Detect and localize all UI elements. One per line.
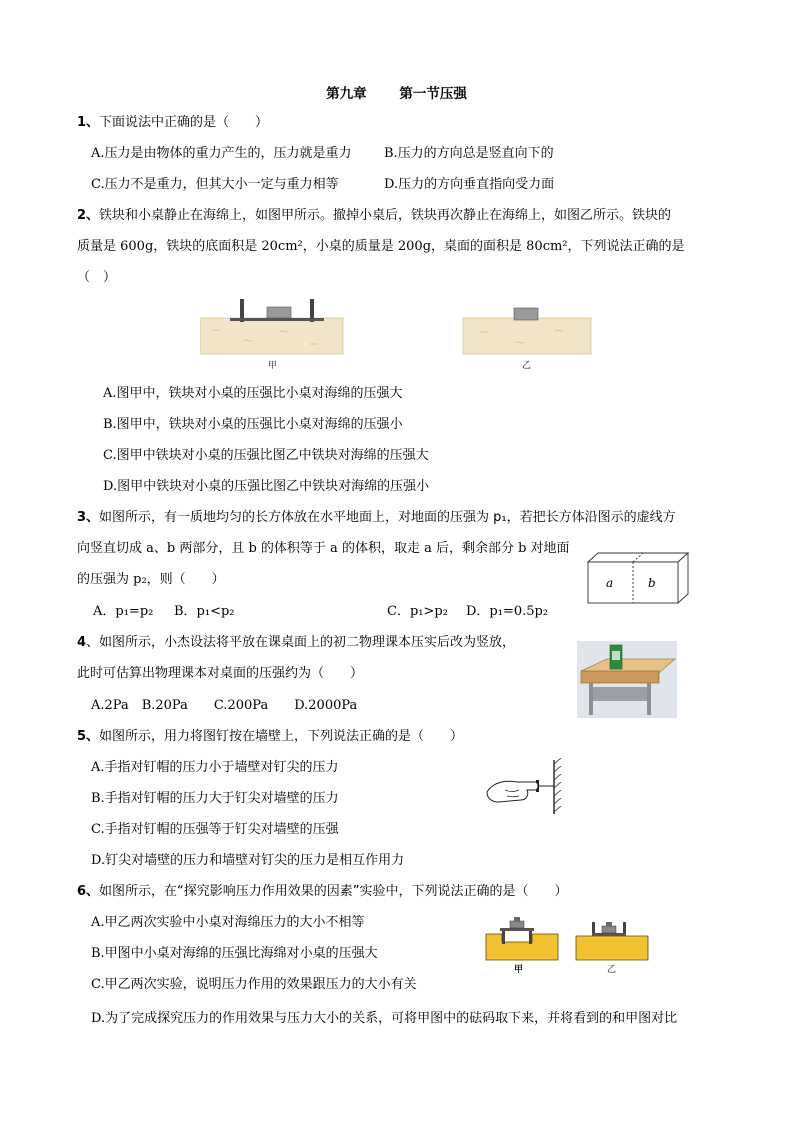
question-4-text-1: 、如图所示，小杰设法将平放在课桌面上的初二物理课本压实后改为竖放， xyxy=(86,635,516,650)
question-2-line-3: （ ） xyxy=(77,270,117,285)
question-3-line-2: 向竖直切成 a、b 两部分，且 b 的体积等于 a 的体积，取走 a 后，剩余部分 b 对地面 xyxy=(77,541,570,556)
question-1-option-b: B.压力的方向总是竖直向下的 xyxy=(384,146,554,161)
page-title xyxy=(0,82,793,102)
question-3-figure xyxy=(584,550,692,606)
question-6-number: 6、 xyxy=(77,884,100,899)
question-5-text: 如图所示，用力将图钉按在墙壁上，下列说法正确的是（ ） xyxy=(99,729,464,744)
question-3-line-1 xyxy=(77,509,676,527)
question-6-option-b: B.甲图中小桌对海绵的压强比海绵对小桌的压强大 xyxy=(91,946,378,961)
question-2-option-c: C.图甲中铁块对小桌的压强比图乙中铁块对海绵的压强大 xyxy=(103,448,429,463)
question-5-option-c: C.手指对钉帽的压强等于钉尖对墙壁的压强 xyxy=(91,822,339,837)
section-title: 第一节压强 xyxy=(399,86,467,102)
question-1-number: 1、 xyxy=(77,115,100,130)
question-5-number: 5、 xyxy=(77,729,100,744)
question-3-option-b: B．p₁<p₂ xyxy=(174,604,235,619)
question-3-option-c: C．p₁>p₂ xyxy=(387,604,448,619)
question-1-option-d: D.压力的方向垂直指向受力面 xyxy=(384,177,555,192)
question-2-text-1: 铁块和小桌静止在海绵上，如图甲所示。撤掉小桌后，铁块再次静止在海绵上，如图乙所示。铁块的 xyxy=(99,208,672,223)
experiment-figure-right xyxy=(576,922,648,975)
question-3-number: 3、 xyxy=(77,510,100,525)
question-5-option-a: A.手指对钉帽的压力小于墙壁对钉尖的压力 xyxy=(91,760,339,775)
figure-label-yi: 乙 xyxy=(522,361,532,371)
question-5-option-b: B.手指对钉帽的压力大于钉尖对墙壁的压力 xyxy=(91,791,339,806)
question-2-line-2: 质量是 600g，铁块的底面积是 20cm²，小桌的质量是 200g，桌面的面积是 80cm²，下列说法正确的是 xyxy=(77,239,685,254)
question-2-line-1 xyxy=(77,207,671,225)
question-3-line-3: 的压强为 p₂，则（ ） xyxy=(77,572,225,587)
block-label-a: a xyxy=(606,576,614,590)
experiment-label-yi: 乙 xyxy=(607,965,617,975)
question-2-number: 2、 xyxy=(77,208,100,223)
question-4-options: A.2Pa B.20Pa C.200Pa D.2000Pa xyxy=(91,698,358,713)
question-5-option-d: D.钉尖对墙壁的压力和墙壁对钉尖的压力是相互作用力 xyxy=(91,853,405,868)
chapter-title: 第九章 xyxy=(326,86,367,102)
question-6-option-c: C.甲乙两次实验，说明压力作用的效果跟压力的大小有关 xyxy=(91,977,417,992)
question-3-text-1: 如图所示，有一质地均匀的长方体放在水平地面上，对地面的压强为 p₁，若把长方体沿图示的虚线方 xyxy=(99,510,676,525)
question-6-stem xyxy=(77,883,568,901)
sponge-figure-left xyxy=(200,299,343,371)
question-4-line-2: 此时可估算出物理课本对桌面的压强约为（ ） xyxy=(77,666,364,681)
question-1-option-a: A.压力是由物体的重力产生的，压力就是重力 xyxy=(91,146,352,161)
question-2-option-d: D.图甲中铁块对小桌的压强比图乙中铁块对海绵的压强小 xyxy=(103,479,430,494)
question-5-figure xyxy=(483,756,569,816)
question-5-stem xyxy=(77,728,463,746)
question-2-option-a: A.图甲中，铁块对小桌的压强比小桌对海绵的压强大 xyxy=(103,386,403,401)
question-4-line-1 xyxy=(77,634,515,652)
question-2-figure xyxy=(200,296,600,376)
figure-label-jia: 甲 xyxy=(268,361,278,371)
question-2-option-b: B.图甲中，铁块对小桌的压强比小桌对海绵的压强小 xyxy=(103,417,403,432)
question-1-stem xyxy=(77,114,268,132)
question-6-option-a: A.甲乙两次实验中小桌对海绵压力的大小不相等 xyxy=(91,915,365,930)
block-label-b: b xyxy=(648,576,656,590)
question-6-option-d: D.为了完成探究压力的作用效果与压力大小的关系，可将甲图中的砝码取下来，并将看到的和甲图对比 xyxy=(91,1011,678,1026)
question-4-figure xyxy=(577,641,677,718)
question-6-text: 如图所示，在“探究影响压力作用效果的因素”实验中，下列说法正确的是（ ） xyxy=(99,884,568,899)
experiment-figure-left xyxy=(486,917,558,975)
sponge-figure-right xyxy=(463,308,591,371)
question-4-number: 4 xyxy=(77,635,87,650)
question-3-option-d: D．p₁=0.5p₂ xyxy=(466,604,549,619)
question-1-text: 下面说法中正确的是（ ） xyxy=(99,115,269,130)
question-1-option-c: C.压力不是重力，但其大小一定与重力相等 xyxy=(91,177,339,192)
experiment-label-jia: 甲 xyxy=(514,965,524,975)
question-3-option-a: A．p₁=p₂ xyxy=(93,604,154,619)
question-6-figure xyxy=(484,914,654,978)
